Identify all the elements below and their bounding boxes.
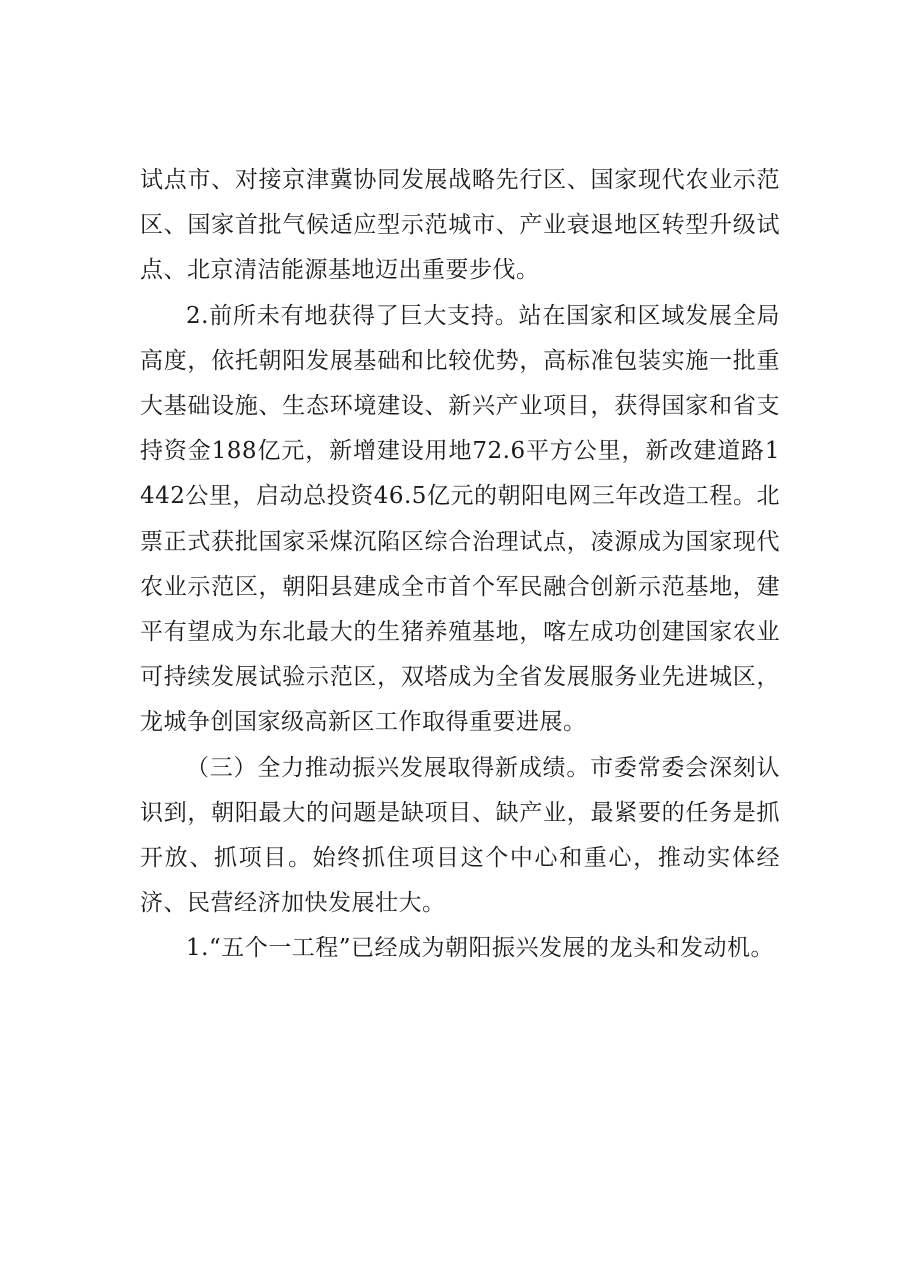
paragraph-five-projects: 1.“五个一工程”已经成为朝阳振兴发展的龙头和发动机。 xyxy=(186,935,774,962)
paragraph-continuation: 试点市、对接京津冀协同发展战略先行区、国家现代农业示范区、国家首批气候适应型示范城市、产业衰退地区转型升级试点、北京清洁能源基地迈出重要步伐。 xyxy=(140,167,780,284)
paragraph-support: 2.前所未有地获得了巨大支持。站在国家和区域发展全局高度，依托朝阳发展基础和比较优势，高标准包装实施一批重大基础设施、生态环境建设、新兴产业项目，获得国家和省支持资金188亿元，新增建设用地72.6平方公里，新改建道路1442公里，启动总投资46.5亿元的朝阳电网三年改造工程。北票正式获批国家采煤沉陷区综合治理试点，凌源成为国家现代农业示范区，朝阳县建成全市首个军民融合创新示范基地，建平有望成为东北最大的生猪养殖基地，喀左成功创建国家农业可持续发展试验示范区，双塔成为全省发展服务业先进城区，龙城争创国家级高新区工作取得重要进展。 xyxy=(140,302,780,736)
document-body xyxy=(140,158,780,972)
paragraph-section-three: （三）全力推动振兴发展取得新成绩。市委常委会深刻认识到，朝阳最大的问题是缺项目、缺产业，最紧要的任务是抓开放、抓项目。始终抓住项目这个中心和重心，推动实体经济、民营经济加快发展壮大。 xyxy=(140,754,780,917)
